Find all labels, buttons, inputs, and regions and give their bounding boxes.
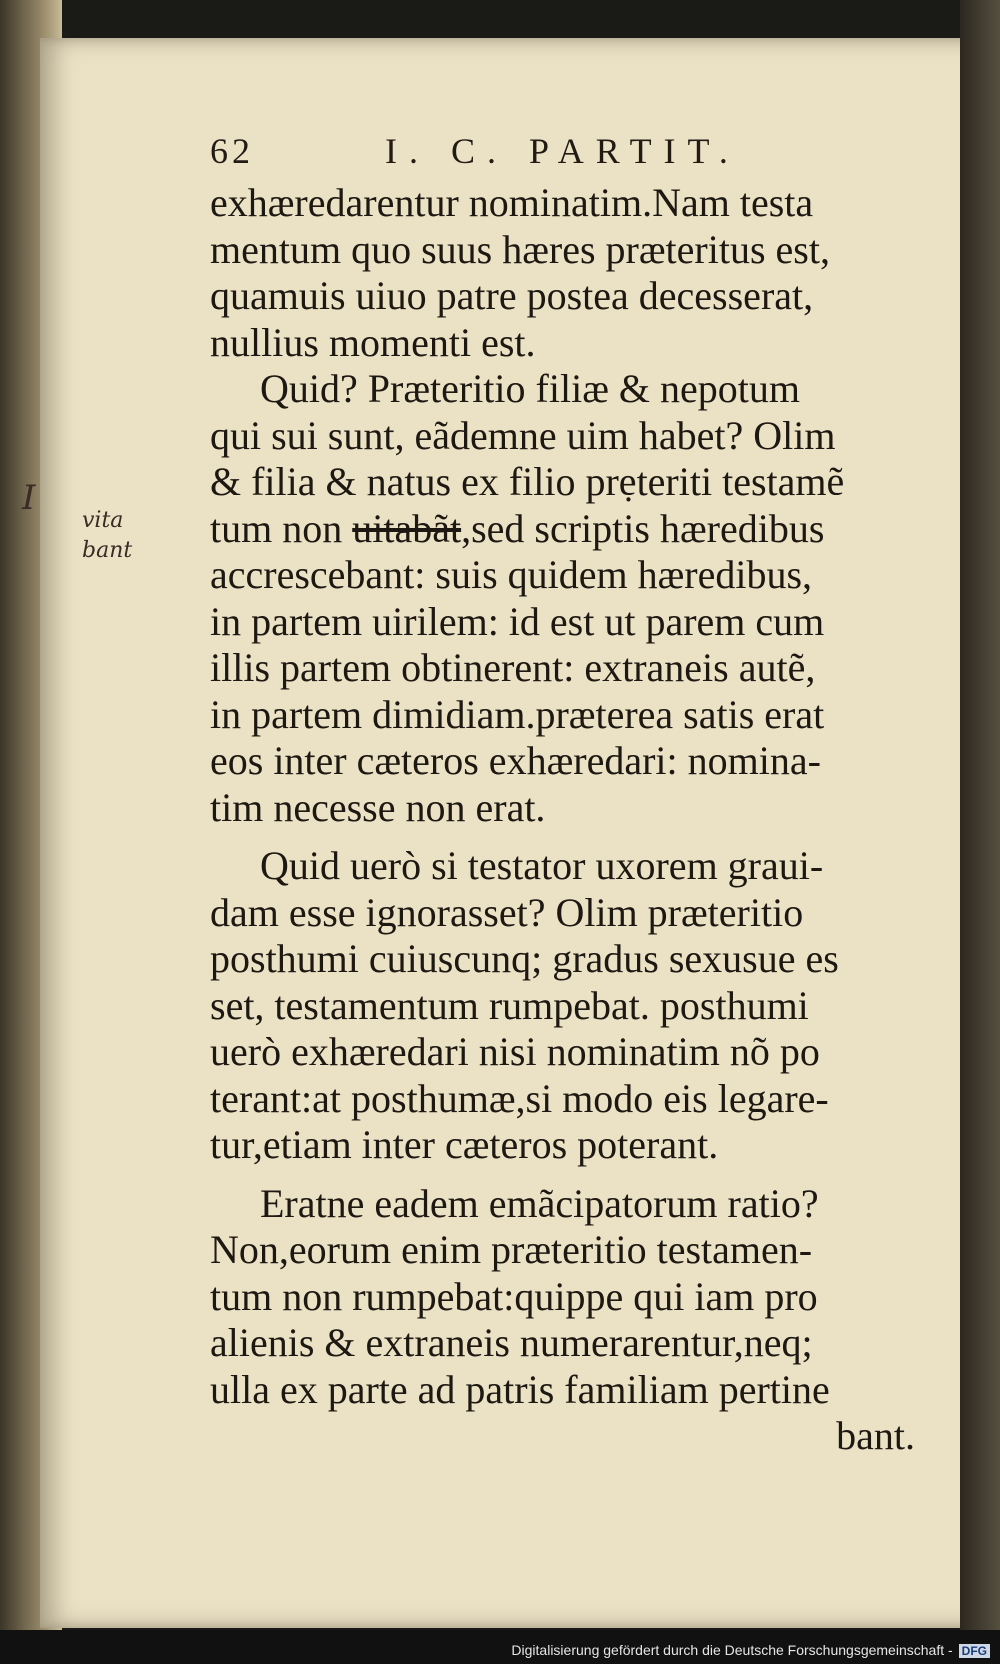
paragraph-gap: [210, 831, 915, 843]
text-line: tur,etiam inter cæteros poterant.: [210, 1122, 719, 1167]
margin-note-handwritten: [82, 506, 192, 566]
text-line: Quid? Præteritio filiæ & nepotum: [260, 366, 800, 411]
text-fragment: tum non: [210, 505, 353, 551]
text-line-with-strike: [210, 506, 915, 553]
text-line: terant:at posthumæ,si modo eis legare-: [210, 1075, 829, 1121]
text-line: tum non rumpebat:quippe qui iam pro: [210, 1273, 818, 1319]
text-line: bant.: [836, 1413, 915, 1458]
text-line: dam esse ignorasset? Olim præteritio: [210, 889, 804, 935]
body-text: [210, 180, 915, 1460]
text-line: set, testamentum rumpebat. posthumi: [210, 982, 809, 1028]
paragraph-gap: [210, 1169, 915, 1181]
text-line: ulla ex parte ad patris familiam pertine: [210, 1366, 830, 1412]
dfg-logo-icon: DFG: [959, 1644, 990, 1658]
margin-note-line: vita: [82, 508, 124, 533]
digitization-credit: [511, 1642, 990, 1658]
text-line: Quid uerò si testator uxorem graui-: [260, 843, 824, 888]
text-line: posthumi cuiuscunq; gradus sexusue es: [210, 936, 839, 981]
text-line: & filia & natus ex filio prẹteriti testamẽ: [210, 459, 845, 504]
text-line: alienis & extraneis numerarentur,neq;: [210, 1320, 813, 1365]
text-line: quamuis uiuo patre postea decesserat,: [210, 273, 814, 318]
text-line: eos inter cæteros exhæredari: nomina-: [210, 738, 821, 783]
text-line: mentum quo suus hæres præteritus est,: [210, 226, 830, 272]
text-line: qui sui sunt, eãdemne uim habet? Olim: [210, 412, 836, 458]
text-line: in partem uirilem: id est ut parem cum: [210, 598, 825, 644]
margin-note-roman-numeral: I: [22, 478, 36, 518]
struck-word: uitabãt: [352, 505, 462, 551]
running-head: I. C. PARTIT.: [385, 131, 740, 171]
page-header: [210, 130, 930, 178]
text-line: tim necesse non erat.: [210, 784, 546, 830]
text-line: nullius momenti est.: [210, 319, 536, 365]
margin-note-line: bant: [82, 538, 133, 563]
book-right-edge: [960, 0, 1000, 1630]
text-line: accrescebant: suis quidem hæredibus,: [210, 552, 813, 597]
text-line: exhæredarentur nominatim.Nam testa: [210, 180, 814, 225]
credit-text: Digitalisierung gefördert durch die Deutsche Forschungsgemeinschaft -: [511, 1642, 953, 1658]
text-line: Eratne eadem emãcipatorum ratio?: [260, 1180, 819, 1226]
text-line: in partem dimidiam.præterea satis erat: [210, 691, 825, 737]
text-line: illis partem obtinerent: extraneis autẽ,: [210, 645, 816, 690]
text-line: uerò exhæredari nisi nominatim nõ po: [210, 1029, 820, 1074]
text-fragment: ,sed scriptis hæredibus: [461, 505, 825, 551]
text-line: Non,eorum enim præteritio testamen-: [210, 1227, 813, 1272]
page-number: 62: [210, 131, 254, 171]
